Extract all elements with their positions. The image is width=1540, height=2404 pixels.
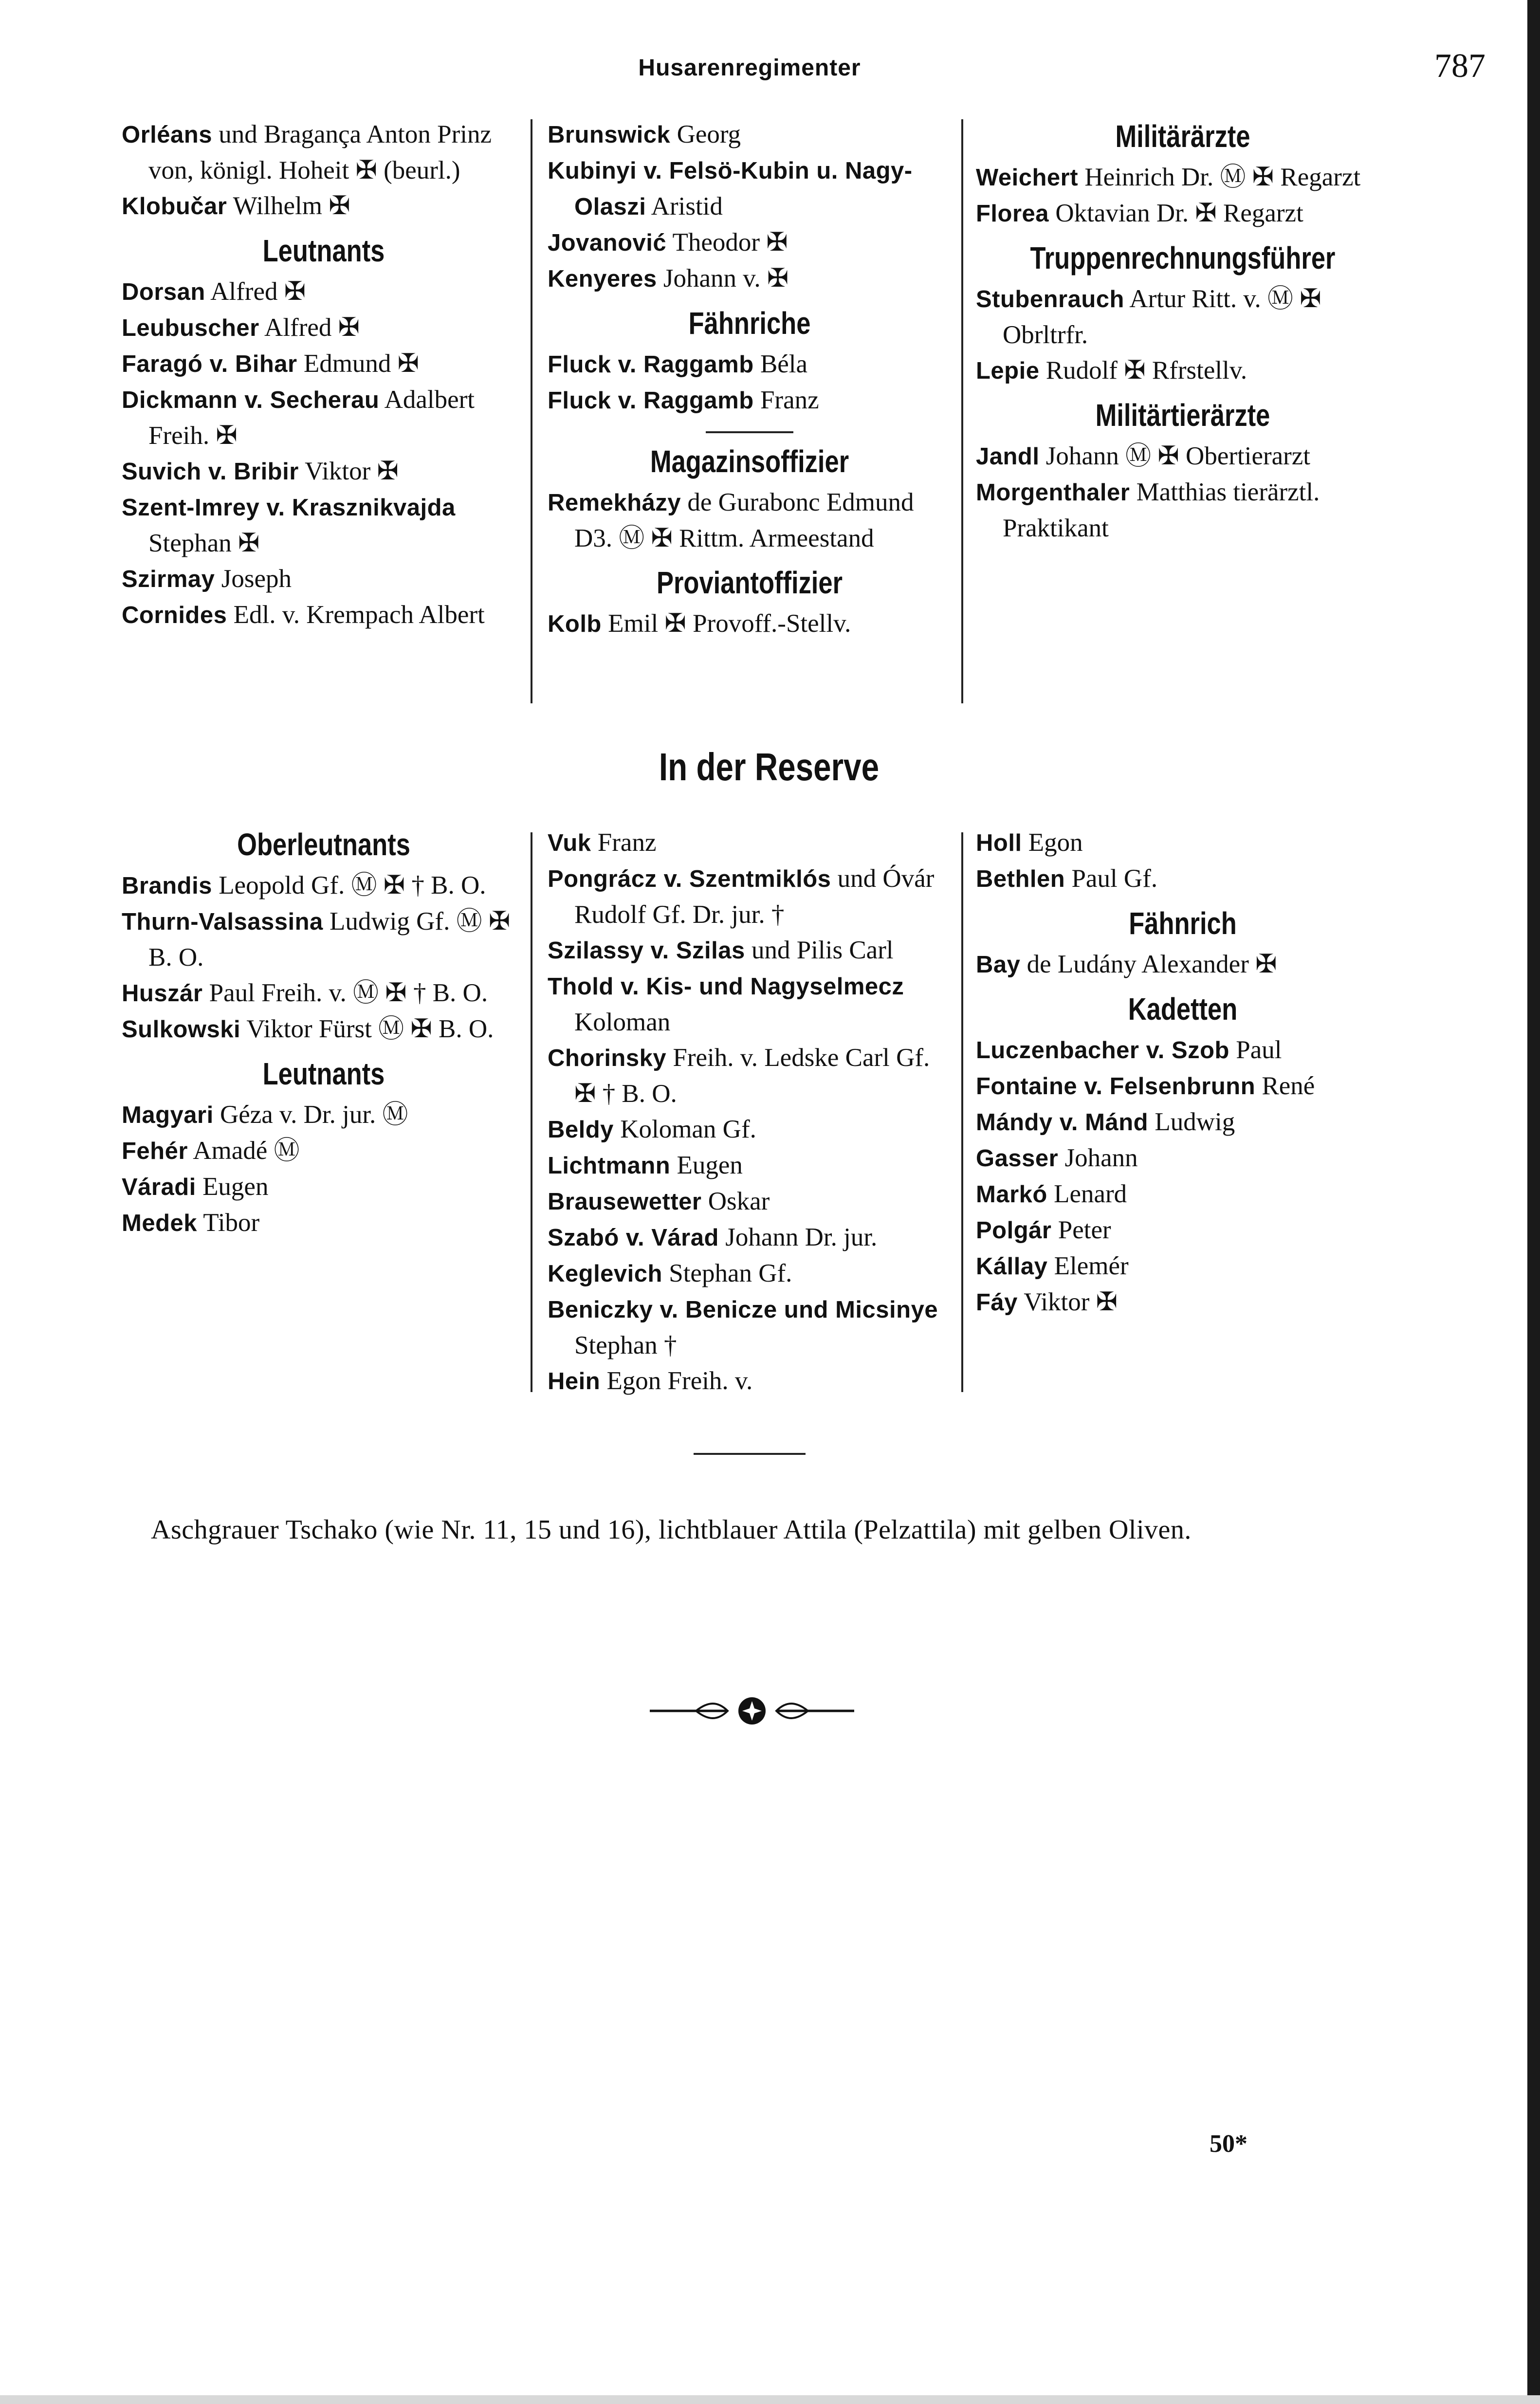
roster-entry — [548, 153, 952, 225]
entry-surname: Luczenbacher v. Szob — [976, 1037, 1229, 1064]
entry-details: Lenard — [1047, 1180, 1127, 1208]
entry-surname: Szirmay — [122, 566, 215, 592]
entry-surname: Faragó v. Bihar — [122, 351, 297, 377]
roster-entry — [122, 868, 526, 904]
column-divider — [961, 832, 963, 1392]
entry-details: Egon Freih. v. — [600, 1367, 753, 1395]
roster-entry — [548, 1220, 952, 1256]
entry-details: Edmund ✠ — [297, 349, 420, 378]
entry-surname: Hein — [548, 1368, 601, 1395]
entry-details: Oktavian Dr. ✠ Regarzt — [1049, 199, 1303, 227]
roster-entry — [122, 561, 526, 597]
roster-entry — [122, 188, 526, 224]
entry-surname: Jandl — [976, 443, 1040, 470]
entry-details: Paul — [1229, 1036, 1282, 1064]
entry-surname: Magyari — [122, 1102, 214, 1128]
section-heading: Leutnants — [262, 233, 385, 268]
roster-entry — [122, 1205, 526, 1241]
roster-entry — [976, 160, 1390, 196]
entry-details: und Óvár Rudolf Gf. Dr. jur. † — [574, 864, 935, 929]
entry-surname: Stubenrauch — [976, 286, 1124, 312]
roster-entry — [548, 261, 952, 297]
roster-entry — [976, 947, 1390, 983]
roster-entry — [976, 1068, 1390, 1104]
roster-entry — [976, 861, 1390, 897]
entry-details: Artur Ritt. v. Ⓜ ✠ Obrltrfr. — [1003, 285, 1321, 349]
entry-details: Johann v. ✠ — [657, 264, 789, 293]
entry-details: Johann Dr. jur. — [718, 1223, 878, 1251]
entry-details: und Pilis Carl — [745, 936, 894, 964]
running-head: Husarenregimenter — [638, 55, 861, 81]
column-divider — [531, 119, 532, 703]
officers-column-1 — [122, 117, 526, 633]
entry-details: Peter — [1051, 1216, 1111, 1244]
section-heading: Kadetten — [1128, 991, 1238, 1027]
roster-entry — [122, 1097, 526, 1133]
entry-surname: Dorsan — [122, 279, 205, 305]
entry-details: Viktor Fürst Ⓜ ✠ B. O. — [240, 1015, 494, 1043]
entry-details: und Bragança Anton Prinz von, königl. Hoheit ✠ (beurl.) — [148, 120, 492, 184]
entry-details: Viktor ✠ — [1017, 1288, 1118, 1316]
entry-details: Franz — [591, 828, 657, 857]
roster-entry — [548, 1292, 952, 1363]
entry-surname: Bay — [976, 952, 1021, 978]
column-divider — [531, 832, 532, 1392]
roster-entry — [548, 825, 952, 861]
roster-entry — [122, 346, 526, 382]
roster-entry — [976, 1140, 1390, 1176]
officers-column-2 — [548, 117, 952, 642]
entry-surname: Huszár — [122, 980, 203, 1007]
entry-details: Franz — [753, 386, 819, 414]
entry-details: Stephan † — [574, 1331, 677, 1359]
reserve-column-3 — [976, 825, 1390, 1321]
closing-rule — [694, 1453, 806, 1455]
section-heading: Magazinsoffizier — [650, 444, 849, 479]
roster-entry — [976, 475, 1390, 546]
roster-entry — [976, 1248, 1390, 1285]
roster-entry — [548, 606, 952, 642]
column-divider — [961, 119, 963, 703]
roster-entry — [122, 274, 526, 310]
entry-surname: Suvich v. Bribir — [122, 459, 299, 485]
entry-details: Aristid — [646, 192, 723, 220]
roster-entry — [548, 383, 952, 419]
entry-surname: Beniczky v. Benicze und Micsinye — [548, 1297, 938, 1323]
entry-surname: Mándy v. Mánd — [976, 1109, 1149, 1136]
entry-surname: Medek — [122, 1210, 198, 1236]
entry-details: Johann Ⓜ ✠ Obertierarzt — [1039, 442, 1311, 470]
entry-surname: Thurn-Valsassina — [122, 909, 323, 935]
entry-details: Oskar — [701, 1187, 770, 1215]
entry-details: Matthias tierärztl. Praktikant — [1003, 478, 1320, 542]
entry-details: Theodor ✠ — [666, 228, 788, 257]
entry-details: Joseph — [215, 565, 292, 593]
scan-edge-bottom — [0, 2395, 1540, 2404]
entry-details: Egon — [1022, 828, 1083, 857]
roster-entry — [548, 1148, 952, 1184]
entry-details: Leopold Gf. Ⓜ ✠ † B. O. — [212, 871, 486, 899]
roster-entry — [122, 1169, 526, 1205]
entry-details: Wilhelm ✠ — [227, 192, 350, 220]
roster-entry — [548, 1112, 952, 1148]
entry-details: Freih. v. Ledske Carl Gf. ✠ † B. O. — [574, 1044, 930, 1108]
entry-surname: Holl — [976, 830, 1022, 856]
entry-surname: Szilassy v. Szilas — [548, 937, 745, 964]
roster-entry — [548, 1184, 952, 1220]
entry-surname: Kállay — [976, 1253, 1048, 1280]
entry-details: Ludwig Gf. Ⓜ ✠ B. O. — [148, 907, 511, 972]
entry-details: Ludwig — [1148, 1108, 1235, 1136]
entry-surname: Keglevich — [548, 1261, 662, 1287]
roster-entry — [122, 490, 526, 561]
entry-surname: Cornides — [122, 602, 227, 628]
section-heading: Fähnrich — [1129, 906, 1237, 941]
section-heading: Militärärzte — [1115, 119, 1250, 154]
roster-entry — [122, 597, 526, 633]
entry-surname: Fluck v. Raggamb — [548, 351, 754, 378]
entry-surname: Morgenthaler — [976, 479, 1130, 506]
page-number: 787 — [1434, 47, 1485, 85]
entry-surname: Lepie — [976, 358, 1040, 384]
entry-surname: Chorinsky — [548, 1045, 667, 1071]
entry-surname: Fehér — [122, 1138, 188, 1164]
roster-entry — [976, 439, 1390, 475]
roster-entry — [548, 1040, 952, 1112]
reserve-column-1 — [122, 825, 526, 1241]
entry-surname: Thold v. Kis- und Nagyselmecz — [548, 973, 904, 1000]
entry-surname: Váradi — [122, 1174, 196, 1200]
entry-details: Koloman — [574, 1008, 671, 1036]
column-rule — [706, 431, 793, 433]
roster-entry — [976, 281, 1390, 353]
entry-details: Tibor — [197, 1209, 260, 1237]
entry-details: de Gurabonc Edmund D3. Ⓜ ✠ Rittm. Armeestand — [574, 488, 914, 552]
entry-surname: Polgár — [976, 1217, 1052, 1244]
entry-details: Johann — [1058, 1144, 1138, 1172]
entry-surname: Gasser — [976, 1145, 1059, 1172]
entry-surname: Klobučar — [122, 193, 227, 220]
roster-entry — [976, 1285, 1390, 1321]
section-heading: Militärtierärzte — [1095, 398, 1270, 433]
entry-surname: Brandis — [122, 873, 212, 899]
entry-details: Viktor ✠ — [298, 457, 399, 485]
entry-details: Elemér — [1047, 1252, 1129, 1280]
section-heading: Oberleutnants — [237, 827, 410, 862]
entry-details: Alfred ✠ — [259, 313, 360, 342]
entry-surname: Szabó v. Várad — [548, 1225, 719, 1251]
roster-entry — [976, 1176, 1390, 1212]
entry-details: de Ludány Alexander ✠ — [1020, 950, 1277, 978]
entry-details: Emil ✠ Provoff.-Stellv. — [601, 609, 851, 638]
entry-details: Edl. v. Krempach Albert — [227, 601, 485, 629]
roster-entry — [976, 196, 1390, 232]
roster-entry — [122, 310, 526, 346]
entry-surname: Kolb — [548, 611, 602, 637]
roster-entry — [976, 825, 1390, 861]
roster-entry — [122, 1011, 526, 1047]
entry-surname: Kubinyi v. Felsö-Kubin u. Nagy-Olaszi — [548, 158, 913, 220]
entry-surname: Fontaine v. Felsenbrunn — [976, 1073, 1256, 1100]
entry-surname: Orléans — [122, 122, 212, 148]
entry-surname: Jovanović — [548, 230, 667, 256]
section-title-reserve: In der Reserve — [659, 745, 880, 789]
roster-entry — [122, 382, 526, 454]
entry-surname: Bethlen — [976, 866, 1065, 892]
roster-entry — [976, 1212, 1390, 1248]
entry-surname: Florea — [976, 201, 1049, 227]
entry-surname: Fáy — [976, 1289, 1018, 1316]
roster-entry — [548, 347, 952, 383]
entry-surname: Brausewetter — [548, 1189, 702, 1215]
entry-surname: Dickmann v. Secherau — [122, 387, 380, 413]
entry-details: Géza v. Dr. jur. Ⓜ — [213, 1101, 408, 1129]
roster-entry — [976, 1104, 1390, 1140]
entry-details: Alfred ✠ — [205, 277, 306, 306]
entry-surname: Kenyeres — [548, 266, 657, 292]
entry-details: Heinrich Dr. Ⓜ ✠ Regarzt — [1078, 163, 1361, 191]
scan-edge — [1527, 0, 1540, 2404]
roster-entry — [548, 969, 952, 1040]
entry-surname: Fluck v. Raggamb — [548, 387, 754, 414]
entry-surname: Vuk — [548, 830, 591, 856]
entry-details: Béla — [753, 350, 808, 378]
entry-surname: Szent-Imrey v. Krasznikvajda — [122, 495, 456, 521]
roster-entry — [548, 1363, 952, 1399]
entry-surname: Pongrácz v. Szentmiklós — [548, 866, 831, 892]
entry-surname: Markó — [976, 1181, 1047, 1208]
section-heading: Fähnriche — [688, 306, 811, 341]
entry-details: Amadé Ⓜ — [187, 1137, 300, 1165]
roster-entry — [122, 454, 526, 490]
roster-entry — [976, 1032, 1390, 1068]
entry-surname: Beldy — [548, 1117, 614, 1143]
entry-surname: Sulkowski — [122, 1016, 241, 1043]
entry-surname: Lichtmann — [548, 1153, 671, 1179]
roster-entry — [548, 1256, 952, 1292]
roster-entry — [548, 117, 952, 153]
roster-entry — [122, 904, 526, 975]
roster-entry — [976, 353, 1390, 389]
entry-surname: Leubuscher — [122, 315, 259, 341]
roster-entry — [548, 933, 952, 969]
officers-column-3 — [976, 117, 1390, 546]
roster-entry — [548, 485, 952, 556]
roster-entry — [548, 861, 952, 933]
entry-details: Stephan ✠ — [148, 529, 260, 557]
entry-surname: Brunswick — [548, 122, 671, 148]
roster-entry — [548, 225, 952, 261]
reserve-column-2 — [548, 825, 952, 1399]
entry-details: Rudolf ✠ Rfrstellv. — [1039, 356, 1247, 385]
entry-surname: Remekházy — [548, 490, 681, 516]
signature-mark: 50* — [1210, 2130, 1247, 2158]
uniform-note: Aschgrauer Tschako (wie Nr. 11, 15 und 16), lichtblauer Attila (Pelzattila) mit gelben Oliven. — [151, 1515, 1192, 1545]
entry-details: Paul Freih. v. Ⓜ ✠ † B. O. — [202, 979, 488, 1007]
entry-surname: Weichert — [976, 165, 1079, 191]
entry-details: Georg — [670, 120, 741, 148]
entry-details: Eugen — [196, 1173, 269, 1201]
roster-entry — [122, 975, 526, 1011]
entry-details: Paul Gf. — [1065, 864, 1158, 893]
section-heading: Proviantoffizier — [657, 565, 843, 600]
entry-details: Adalbert Freih. ✠ — [148, 385, 475, 450]
entry-details: Koloman Gf. — [613, 1115, 756, 1143]
roster-entry — [122, 117, 526, 188]
roster-entry — [122, 1133, 526, 1169]
ornament-divider — [650, 1694, 854, 1728]
entry-details: René — [1255, 1072, 1315, 1100]
section-heading: Leutnants — [262, 1056, 385, 1091]
section-heading: Truppenrechnungsführer — [1030, 240, 1336, 275]
entry-details: Stephan Gf. — [662, 1259, 792, 1287]
entry-details: Eugen — [670, 1151, 743, 1179]
